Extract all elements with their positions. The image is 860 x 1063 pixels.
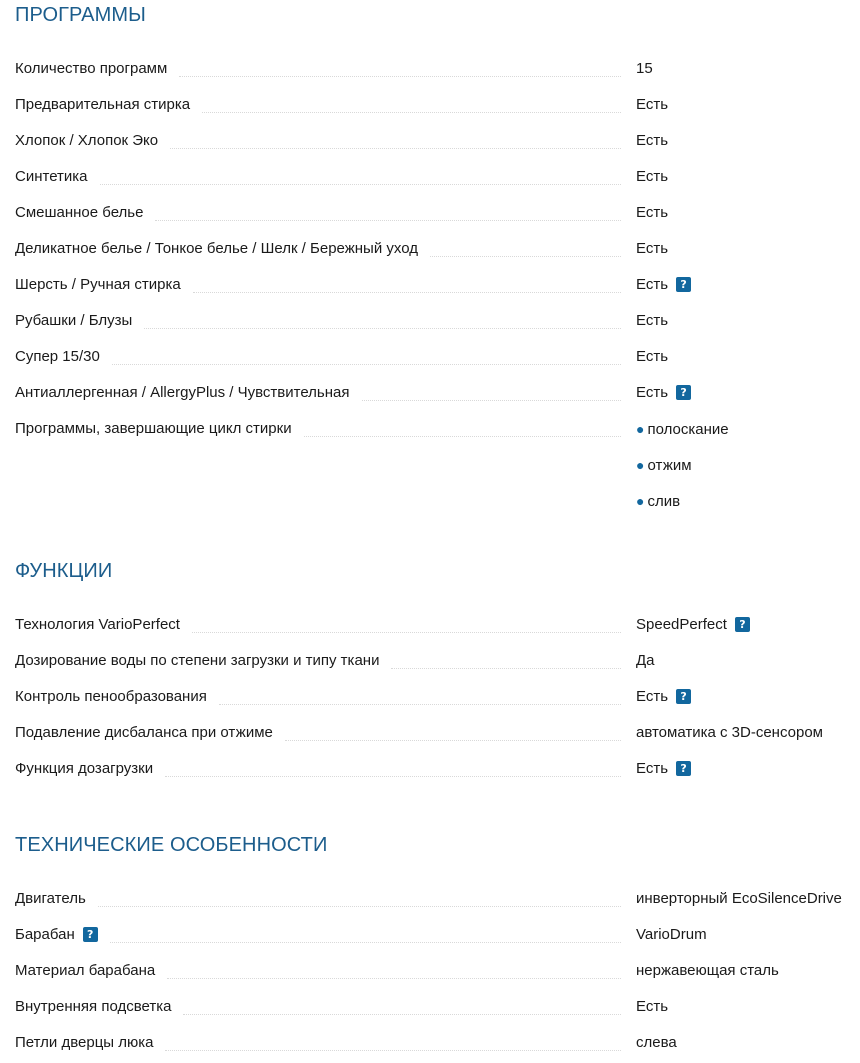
spec-value: автоматика с 3D-сенсором [636,724,823,741]
spec-label: Синтетика [15,168,88,185]
spec-row [15,51,860,87]
dotted-leader [165,775,621,777]
spec-row [15,195,860,231]
spec-value: Есть [636,760,669,777]
spec-row [15,917,860,953]
dotted-leader [285,739,621,741]
dotted-leader [170,147,621,149]
spec-label: Супер 15/30 [15,348,100,365]
spec-row [15,989,860,1025]
spec-label: Рубашки / Блузы [15,312,133,329]
question-mark-icon[interactable]: ? [676,761,691,776]
spec-label: Подавление дисбаланса при отжиме [15,724,273,741]
dotted-leader [192,631,621,633]
spec-label: Барабан [15,926,75,943]
spec-label: Технология VarioPerfect [15,616,180,633]
spec-label: Хлопок / Хлопок Эко [15,132,159,149]
section-title-functions: ФУНКЦИИ [15,560,113,582]
spec-row [15,87,860,123]
spec-value: Есть [636,312,669,329]
bullet-dot-icon: ● [636,493,645,509]
section-technical-features [15,831,860,1061]
spec-row [15,607,860,643]
spec-label: Антиаллергенная / AllergyPlus / Чувствительная [15,384,350,401]
spec-row [15,679,860,715]
dotted-leader [165,1049,621,1051]
spec-value: 15 [636,60,653,77]
spec-value: Есть [636,688,669,705]
spec-list [15,51,860,519]
spec-value: нержавеющая сталь [636,962,779,979]
dotted-leader [193,291,621,293]
spec-value: Есть [636,276,669,293]
spec-value: отжим [647,457,692,474]
spec-row [15,375,860,411]
dotted-leader [144,327,621,329]
spec-label: Контроль пенообразования [15,688,207,705]
spec-row [15,303,860,339]
dotted-leader [110,941,621,943]
spec-label: Функция дозагрузки [15,760,154,777]
spec-value: инверторный EcoSilenceDrive [636,890,842,907]
bullet-dot-icon: ● [636,457,645,473]
spec-row [15,339,860,375]
spec-value: полоскание [647,421,729,438]
spec-bullet-row [15,483,860,519]
bullet-dot-icon: ● [636,421,645,437]
question-mark-icon[interactable]: ? [83,927,98,942]
spec-value: Да [636,652,655,669]
spec-label: Программы, завершающие цикл стирки [15,420,292,437]
spec-row [15,411,860,447]
spec-value: слева [636,1034,677,1051]
spec-value: слив [647,493,681,510]
spec-label: Шерсть / Ручная стирка [15,276,181,293]
dotted-leader [430,255,621,257]
spec-value: Есть [636,240,669,257]
spec-label: Смешанное белье [15,204,144,221]
spec-row [15,159,860,195]
section-title-technical: ТЕХНИЧЕСКИЕ ОСОБЕННОСТИ [15,834,328,856]
spec-label: Двигатель [15,890,86,907]
question-mark-icon[interactable]: ? [735,617,750,632]
dotted-leader [155,219,621,221]
spec-list [15,607,860,787]
spec-list [15,881,860,1061]
spec-label: Предварительная стирка [15,96,191,113]
dotted-leader [100,183,621,185]
spec-row [15,643,860,679]
spec-value: Есть [636,132,669,149]
spec-row [15,231,860,267]
spec-value: Есть [636,384,669,401]
spec-bullet-row [15,447,860,483]
spec-value: Есть [636,998,669,1015]
dotted-leader [304,435,621,437]
dotted-leader [202,111,621,113]
spec-page [15,0,860,1061]
spec-value: Есть [636,204,669,221]
spec-label: Материал барабана [15,962,156,979]
spec-value: VarioDrum [636,926,707,943]
spec-row [15,715,860,751]
section-functions [15,557,860,787]
spec-row [15,953,860,989]
spec-label: Количество программ [15,60,168,77]
spec-row [15,881,860,917]
spec-label: Внутренняя подсветка [15,998,172,1015]
dotted-leader [112,363,621,365]
dotted-leader [362,399,622,401]
dotted-leader [179,75,621,77]
spec-row [15,267,860,303]
dotted-leader [183,1013,621,1015]
spec-value: SpeedPerfect [636,616,727,633]
spec-label: Петли дверцы люка [15,1034,154,1051]
dotted-leader [219,703,621,705]
question-mark-icon[interactable]: ? [676,277,691,292]
spec-label: Деликатное белье / Тонкое белье / Шелк / Бережный уход [15,240,418,257]
dotted-leader [391,667,621,669]
question-mark-icon[interactable]: ? [676,385,691,400]
section-title-programs: ПРОГРАММЫ [15,4,146,26]
dotted-leader [98,905,621,907]
spec-value: Есть [636,348,669,365]
spec-value: Есть [636,96,669,113]
spec-value: Есть [636,168,669,185]
question-mark-icon[interactable]: ? [676,689,691,704]
spec-row [15,123,860,159]
spec-row [15,751,860,787]
spec-label: Дозирование воды по степени загрузки и типу ткани [15,652,380,669]
dotted-leader [167,977,621,979]
spec-row [15,1025,860,1061]
section-programs [15,1,860,519]
